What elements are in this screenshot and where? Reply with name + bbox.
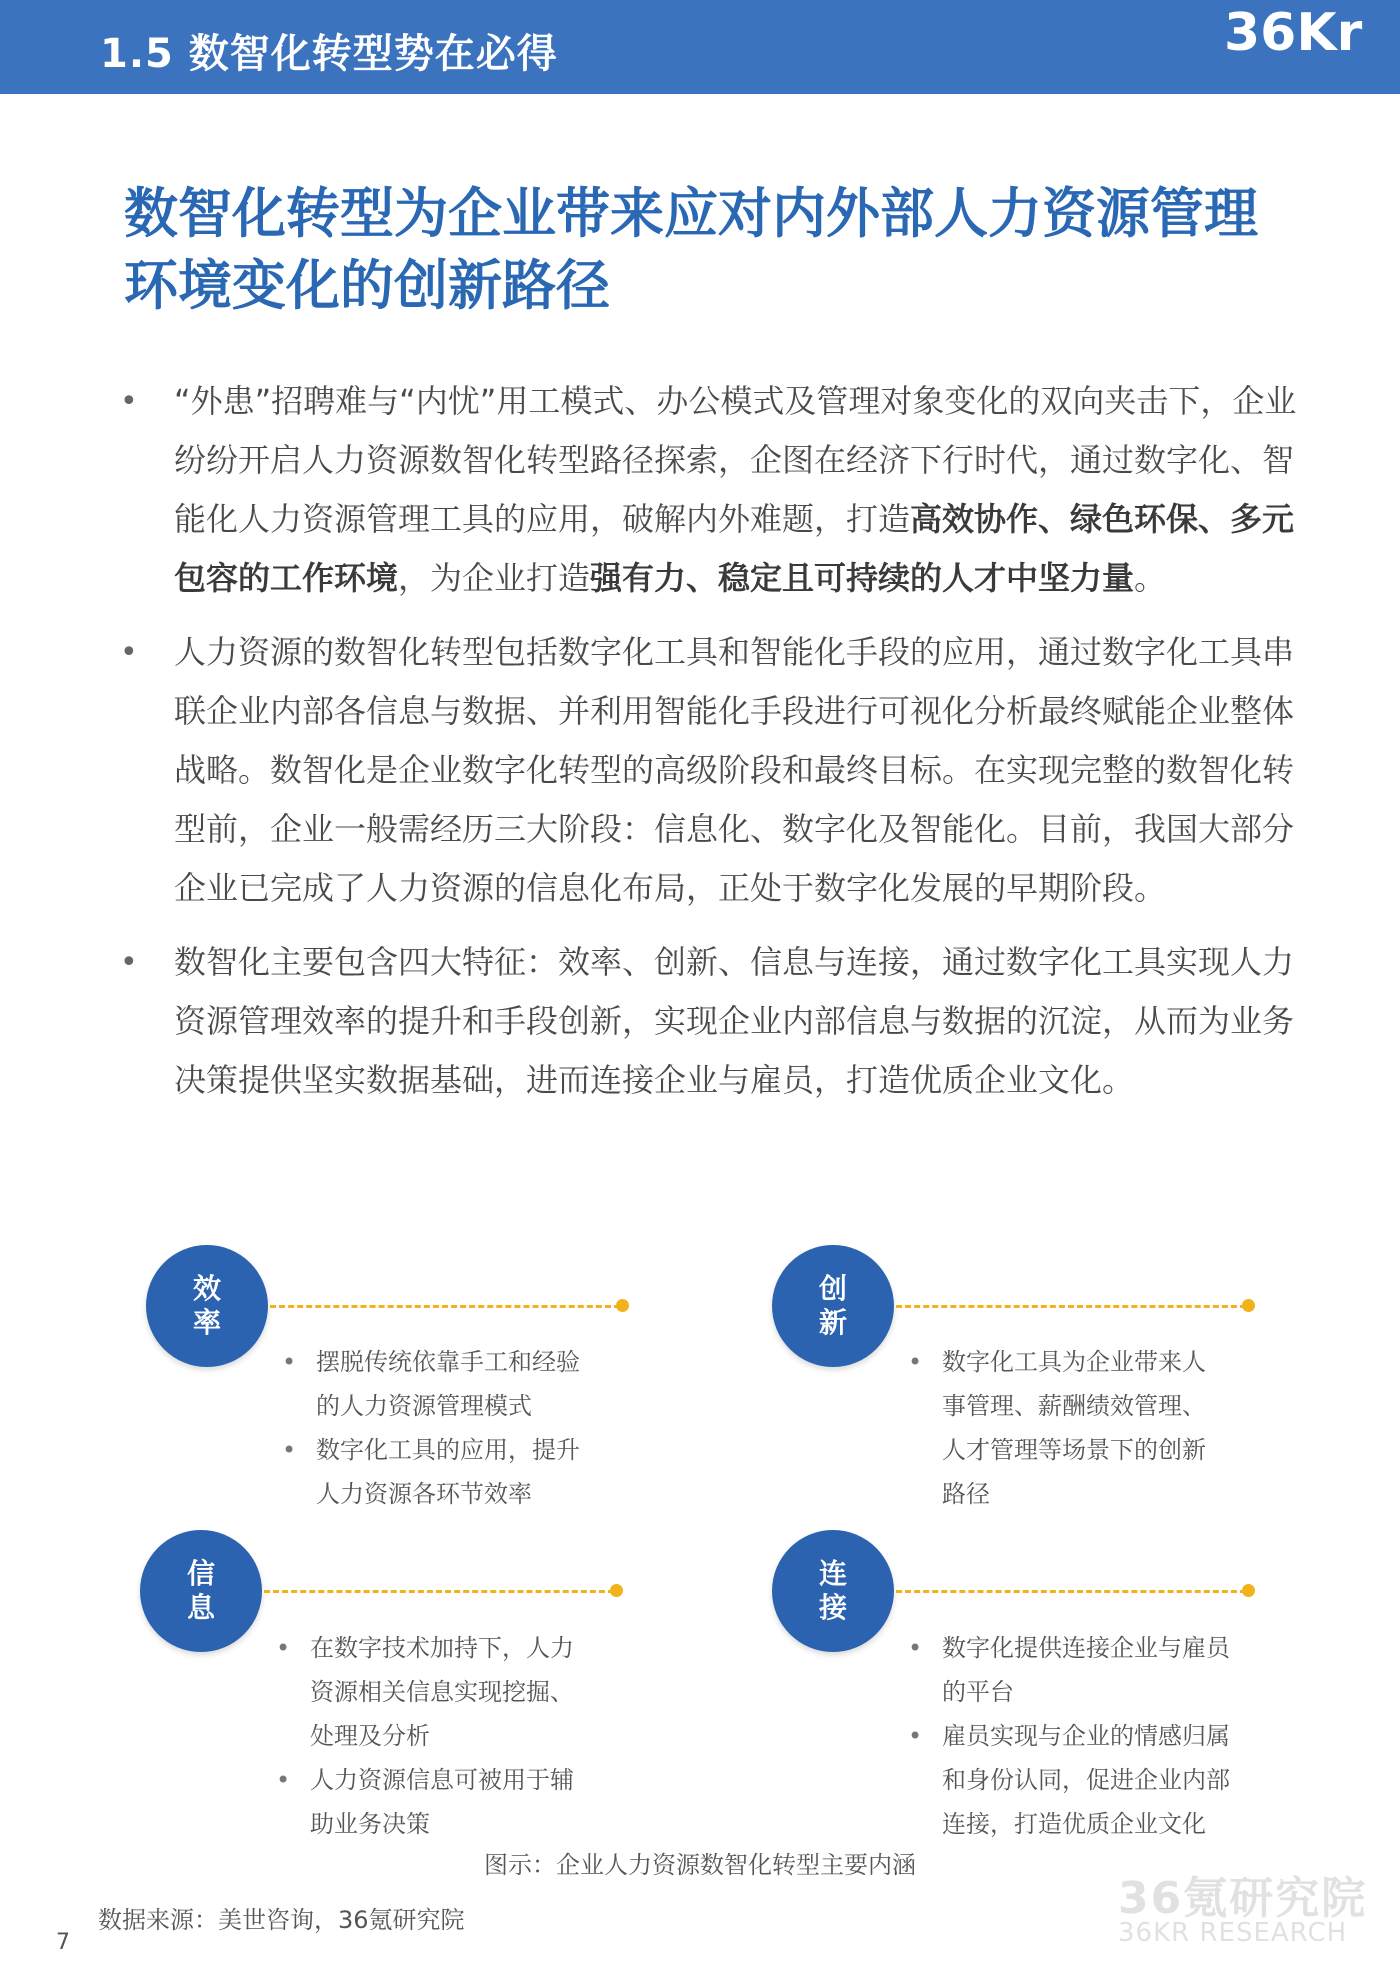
bullet-item <box>120 372 1300 608</box>
bullet-dot-icon: • <box>276 1634 291 1662</box>
figure-caption: 图示：企业人力资源数智化转型主要内涵 <box>484 1851 916 1879</box>
bullet-text: 数智化主要包含四大特征：效率、创新、信息与连接，通过数字化工具实现人力资源管理效率的提升和手段创新，实现企业内部信息与数据的沉淀，从而为业务决策提供坚实数据基础，进而连接企业与雇员，打造优质企业文化。 <box>174 943 1295 1099</box>
feature-connector-dot <box>610 1584 623 1597</box>
feature-list-innovation <box>908 1340 1248 1516</box>
feature-line: 助业务决策 <box>310 1810 430 1838</box>
feature-line: 雇员实现与企业的情感归属 <box>942 1722 1230 1750</box>
feature-line: 数字化工具的应用，提升 <box>316 1436 580 1464</box>
bullet-dot-icon: • <box>276 1766 291 1794</box>
bullet-dot-icon: • <box>120 384 138 419</box>
bullet-dot-icon: • <box>908 1722 923 1750</box>
feature-badge-efficiency <box>146 1245 268 1367</box>
bullet-bold-text: 高效协作、绿色环保、多元包容的工作环境 <box>174 500 1295 597</box>
feature-connector-dot <box>1242 1299 1255 1312</box>
feature-badge-char: 信 <box>186 1557 215 1590</box>
feature-list-efficiency <box>282 1340 622 1516</box>
feature-list-item <box>276 1626 616 1758</box>
bullet-text: ，为企业打造 <box>398 559 591 597</box>
feature-line: 人力资源各环节效率 <box>316 1480 532 1508</box>
bullet-bold-text: 强有力、稳定且可持续的人才中坚力量 <box>590 559 1135 597</box>
feature-line: 数字化工具为企业带来人 <box>942 1348 1206 1376</box>
36kr-logo-icon <box>1220 0 1400 94</box>
feature-connector-line <box>270 1305 620 1308</box>
feature-list-item <box>908 1714 1268 1846</box>
feature-line: 摆脱传统依靠手工和经验 <box>316 1348 580 1376</box>
bullet-text: “外患”招聘难与“内忧”用工模式、办公模式及管理对象变化的双向夹击下，企业纷纷开启人力资源数智化转型路径探索，企图在经济下行时代，通过数字化、智能化人力资源管理工具的应用，破解内外难题，打造 <box>174 382 1297 538</box>
bullet-dot-icon: • <box>908 1634 923 1662</box>
feature-line: 和身份认同，促进企业内部 <box>942 1766 1230 1794</box>
main-heading-line-2: 环境变化的创新路径 <box>124 254 610 317</box>
feature-line: 连接，打造优质企业文化 <box>942 1810 1206 1838</box>
bullet-item <box>120 623 1300 918</box>
feature-line: 资源相关信息实现挖掘、 <box>310 1678 574 1706</box>
feature-connector-dot <box>1242 1584 1255 1597</box>
feature-line: 人力资源信息可被用于辅 <box>310 1766 574 1794</box>
feature-badge-innovation <box>772 1245 894 1367</box>
feature-list-connection <box>908 1626 1268 1846</box>
feature-badge-char: 效 <box>192 1272 221 1305</box>
bullet-dot-icon: • <box>120 635 138 670</box>
bullet-list <box>120 372 1300 1125</box>
feature-line: 路径 <box>942 1480 990 1508</box>
feature-line: 处理及分析 <box>310 1722 430 1750</box>
feature-line: 的人力资源管理模式 <box>316 1392 532 1420</box>
feature-line: 人才管理等场景下的创新 <box>942 1436 1206 1464</box>
bullet-dot-icon: • <box>120 945 138 980</box>
feature-badge-char: 创 <box>818 1272 847 1305</box>
feature-line: 的平台 <box>942 1678 1014 1706</box>
main-heading-line-1: 数智化转型为企业带来应对内外部人力资源管理 <box>124 182 1258 245</box>
feature-connector-line <box>896 1305 1246 1308</box>
feature-badge-char: 率 <box>192 1306 221 1339</box>
page-number: 7 <box>56 1930 70 1955</box>
feature-line: 在数字技术加持下，人力 <box>310 1634 574 1662</box>
watermark-cn: 36氪研究院 <box>1118 1873 1368 1924</box>
bullet-item <box>120 933 1300 1110</box>
feature-list-item <box>282 1340 622 1428</box>
data-source: 数据来源：美世咨询，36氪研究院 <box>98 1906 465 1934</box>
svg-text:36Kr: 36Kr <box>1224 3 1363 63</box>
watermark-en: 36KR RESEARCH <box>1118 1918 1348 1948</box>
bullet-dot-icon: • <box>282 1348 297 1376</box>
feature-line: 事管理、薪酬绩效管理、 <box>942 1392 1206 1420</box>
main-heading <box>124 178 1324 322</box>
bullet-dot-icon: • <box>282 1436 297 1464</box>
feature-badge-char: 接 <box>818 1591 847 1624</box>
feature-badge-char: 息 <box>186 1591 215 1624</box>
feature-badge-char: 新 <box>818 1306 847 1339</box>
feature-list-item <box>908 1626 1268 1714</box>
feature-badge-char: 连 <box>818 1557 847 1590</box>
bullet-dot-icon: • <box>908 1348 923 1376</box>
feature-connector-dot <box>616 1299 629 1312</box>
feature-badge-information <box>140 1530 262 1652</box>
feature-list-item <box>908 1340 1248 1516</box>
feature-connector-line <box>896 1590 1246 1593</box>
bullet-text: 人力资源的数智化转型包括数字化工具和智能化手段的应用，通过数字化工具串联企业内部各信息与数据、并利用智能化手段进行可视化分析最终赋能企业整体战略。数智化是企业数字化转型的高级阶段和最终目标。在实现完整的数智化转型前，企业一般需经历三大阶段：信息化、数字化及智能化。目前，我国大部分企业已完成了人力资源的信息化布局，正处于数字化发展的早期阶段。 <box>174 633 1295 907</box>
feature-line: 数字化提供连接企业与雇员 <box>942 1634 1230 1662</box>
section-title: 1.5 数智化转型势在必得 <box>100 31 558 77</box>
feature-list-item <box>282 1428 622 1516</box>
feature-connector-line <box>264 1590 614 1593</box>
header-bar <box>0 0 1400 94</box>
bullet-text: 。 <box>1134 559 1167 597</box>
feature-list-item <box>276 1758 616 1846</box>
logo-36kr <box>1220 0 1400 94</box>
feature-badge-connection <box>772 1530 894 1652</box>
feature-list-information <box>276 1626 616 1846</box>
